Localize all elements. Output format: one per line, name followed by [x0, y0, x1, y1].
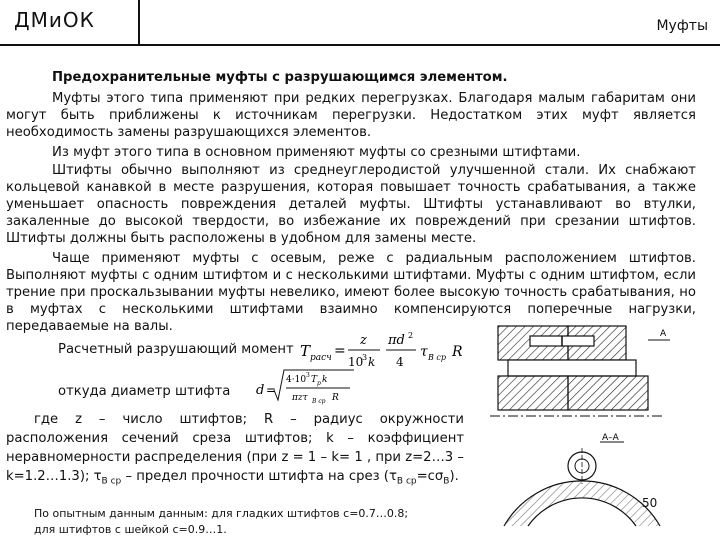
- formula2-root-den-R: R: [332, 393, 339, 403]
- note-smooth-pins: По опытным данным данным: для гладких штифтов c=0.7…0.8;: [34, 507, 409, 520]
- formula2-root-den: πzτ: [292, 393, 308, 403]
- formula2-root-den-sub: B ср: [312, 398, 326, 405]
- formula1-den-a-exp: 3: [362, 353, 368, 362]
- formula-pin-diameter: [254, 366, 364, 412]
- section-mark-a: А: [660, 329, 667, 339]
- explanation-text-1: где z – число штифтов; R – радиус окружности расположения сечений среза штифтов; k – коэффициент неравномерности распределения (при z = 1 – k= 1 , при z=2…3 – k=1.2…1.3); τ: [6, 412, 464, 484]
- paragraph-3: Штифты обычно выполняют из среднеуглеродистой улучшенной стали. Их снабжают кольцевой канавкой в месте разрушения, которая повышает точность срабатывания, а также уменьшает опасность повреждения деталей муфты. Штифты устанавливают во втулки, закаленные до высокой твердости, во избежание их повреждений при срезании штифтов. Штифты должны быть расположены в удобном для замены месте.: [6, 163, 696, 246]
- formula2-root-num-rest: T: [311, 375, 318, 385]
- header-divider-vertical: [138, 0, 140, 46]
- formula1-den-b: 4: [396, 355, 404, 369]
- formula2-label: откуда диаметр штифта: [58, 384, 231, 399]
- formula1-den-a: 10: [348, 355, 364, 369]
- formula2-lhs: d: [256, 383, 265, 398]
- section-hatch: [504, 481, 660, 526]
- logo: ДМиОК: [14, 8, 95, 32]
- explanation-paren-sub: B ср: [396, 476, 417, 487]
- formula-explanation: [6, 410, 464, 492]
- explanation-close: ).: [449, 469, 459, 484]
- formula1-den-a-var: k: [368, 355, 376, 369]
- section-title: Муфты: [656, 18, 708, 34]
- formula1-label: Расчетный разрушающий момент: [58, 342, 294, 357]
- paragraph-2: Из муфт этого типа в основном применяют муфты со срезными штифтами.: [52, 145, 581, 160]
- note-necked-pins: для штифтов с шейкой c=0.9…1.: [34, 523, 227, 536]
- formula1-num-a: z: [360, 333, 367, 348]
- shaft-gap: [508, 360, 636, 376]
- formula1-tau-sub: B ср: [428, 353, 447, 362]
- formula2-root-num-sub: p: [317, 380, 321, 387]
- paragraph-1: Муфты этого типа применяют при редких перегрузках. Благодаря малым габаритам они могут быть приближены к источникам перегрузки. Недостатком этих муфт является необходимость замены разрушающихся элементов.: [6, 91, 696, 140]
- coupling-section-view: [490, 326, 670, 416]
- formula1-num-b-exp: 2: [408, 331, 414, 340]
- formula2-root-num-k: k: [322, 375, 328, 385]
- section-aa-view: [504, 433, 660, 526]
- page-number: 50: [642, 496, 658, 510]
- explanation-sigma-sub: B: [443, 476, 450, 487]
- explanation-text-3: =cσ: [416, 469, 444, 484]
- explanation-text-2: – предел прочности штифта на срез (τ: [121, 469, 397, 484]
- formula2-root-num: 4·10: [286, 375, 307, 385]
- formula2-root-num-exp: 3: [306, 372, 310, 379]
- header-divider: [0, 44, 720, 46]
- formula1-lhs: T: [300, 342, 311, 360]
- formula1-tau: τ: [420, 344, 428, 360]
- formula1-num-b: πd: [388, 333, 405, 348]
- formula1-eq: =: [334, 343, 346, 359]
- section-aa-label: А–А: [602, 433, 619, 443]
- explanation-tau-sub: B ср: [101, 476, 122, 487]
- hub-left: [498, 376, 568, 410]
- paragraph-4: Чаще применяют муфты с осевым, реже с радиальным расположением штифтов. Выполняют муфты с одним штифтом и с несколькими штифтами. Муфты с одним штифтом, если трение при проскальзывании муфты невелико, имеют более высокую точность срабатывания, но в муфтах с несколькими штифтами взаимно компенсируются поперечные нагрузки, передаваемые на валы.: [6, 251, 696, 334]
- hub-right: [568, 376, 648, 410]
- formula2-eq: =: [266, 383, 277, 397]
- formula1-R: R: [452, 344, 463, 360]
- slide-heading: Предохранительные муфты с разрушающимся элементом.: [52, 70, 508, 85]
- formula1-lhs-sub: расч: [310, 353, 332, 363]
